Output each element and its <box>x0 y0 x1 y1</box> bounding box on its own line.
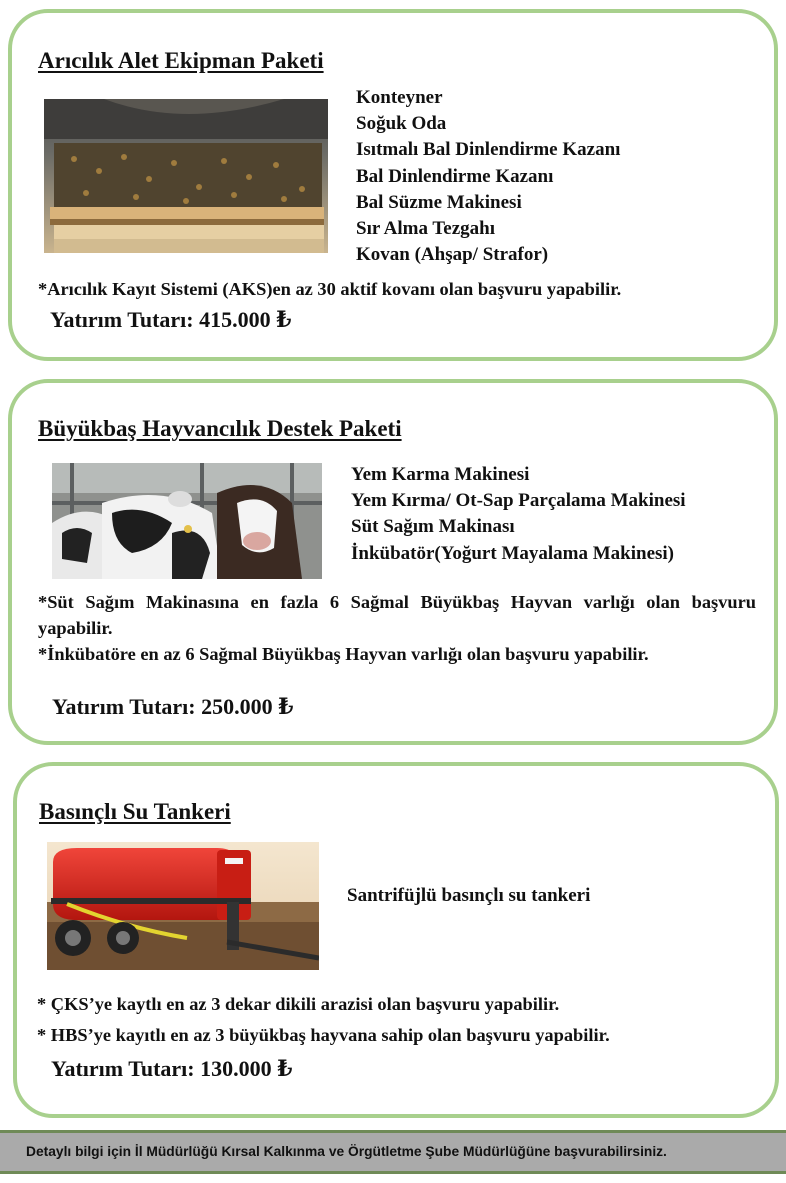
list-item: Isıtmalı Bal Dinlendirme Kazanı <box>356 139 621 161</box>
list-item: Yem Karma Makinesi <box>351 464 530 485</box>
beehive-frame-photo <box>44 99 328 253</box>
package-card-cattle <box>8 379 778 745</box>
list-item: Yem Kırma/ Ot-Sap Parçalama Makinesi <box>351 490 686 512</box>
red-water-tanker-photo <box>47 842 319 970</box>
list-item: Bal Süzme Makinesi <box>356 191 522 213</box>
footer-text: Detaylı bilgi için İl Müdürlüğü Kırsal Kalkınma ve Örgütletme Şube Müdürlüğüne başvurabilirsiniz. <box>26 1144 667 1159</box>
list-item: Konteyner <box>356 87 443 108</box>
eligibility-note: *İnkübatöre en az 6 Sağmal Büyükbaş Hayvan varlığı olan başvuru yapabilir. <box>38 644 649 664</box>
equipment-list <box>347 883 590 909</box>
investment-amount: Yatırım Tutarı: 250.000 ₺ <box>52 694 294 719</box>
package-title: Büyükbaş Hayvancılık Destek Paketi <box>38 416 402 441</box>
dairy-cows-photo <box>52 463 322 579</box>
list-item: Sır Alma Tezgahı <box>356 218 496 240</box>
eligibility-note: *Arıcılık Kayıt Sistemi (AKS)en az 30 aktif kovanı olan başvuru yapabilir. <box>38 279 622 299</box>
package-title: Arıcılık Alet Ekipman Paketi <box>38 48 324 73</box>
investment-amount: Yatırım Tutarı: 130.000 ₺ <box>51 1056 293 1081</box>
equipment-list <box>351 462 686 567</box>
equipment-list <box>356 85 620 268</box>
investment-amount: Yatırım Tutarı: 415.000 ₺ <box>50 307 292 332</box>
eligibility-note: *Süt Sağım Makinasına en fazla 6 Sağmal Büyükbaş Hayvan varlığı olan başvuru yapabilir. <box>38 592 756 638</box>
package-card-water-tanker <box>13 762 779 1118</box>
package-title: Basınçlı Su Tankeri <box>39 799 231 824</box>
list-item: Süt Sağım Makinası <box>351 516 515 538</box>
footer-info-bar <box>0 1130 786 1174</box>
list-item: Soğuk Oda <box>356 113 447 135</box>
list-item: İnkübatör(Yoğurt Mayalama Makinesi) <box>351 542 675 564</box>
list-item: Santrifüjlü basınçlı su tankeri <box>347 885 591 906</box>
list-item: Bal Dinlendirme Kazanı <box>356 165 554 187</box>
list-item: Kovan (Ahşap/ Strafor) <box>356 244 549 266</box>
package-card-beekeeping <box>8 9 778 361</box>
eligibility-note: * HBS’ye kayıtlı en az 3 büyükbaş hayvana sahip olan başvuru yapabilir. <box>37 1025 610 1045</box>
eligibility-note: * ÇKS’ye kaytlı en az 3 dekar dikili arazisi olan başvuru yapabilir. <box>37 994 560 1014</box>
